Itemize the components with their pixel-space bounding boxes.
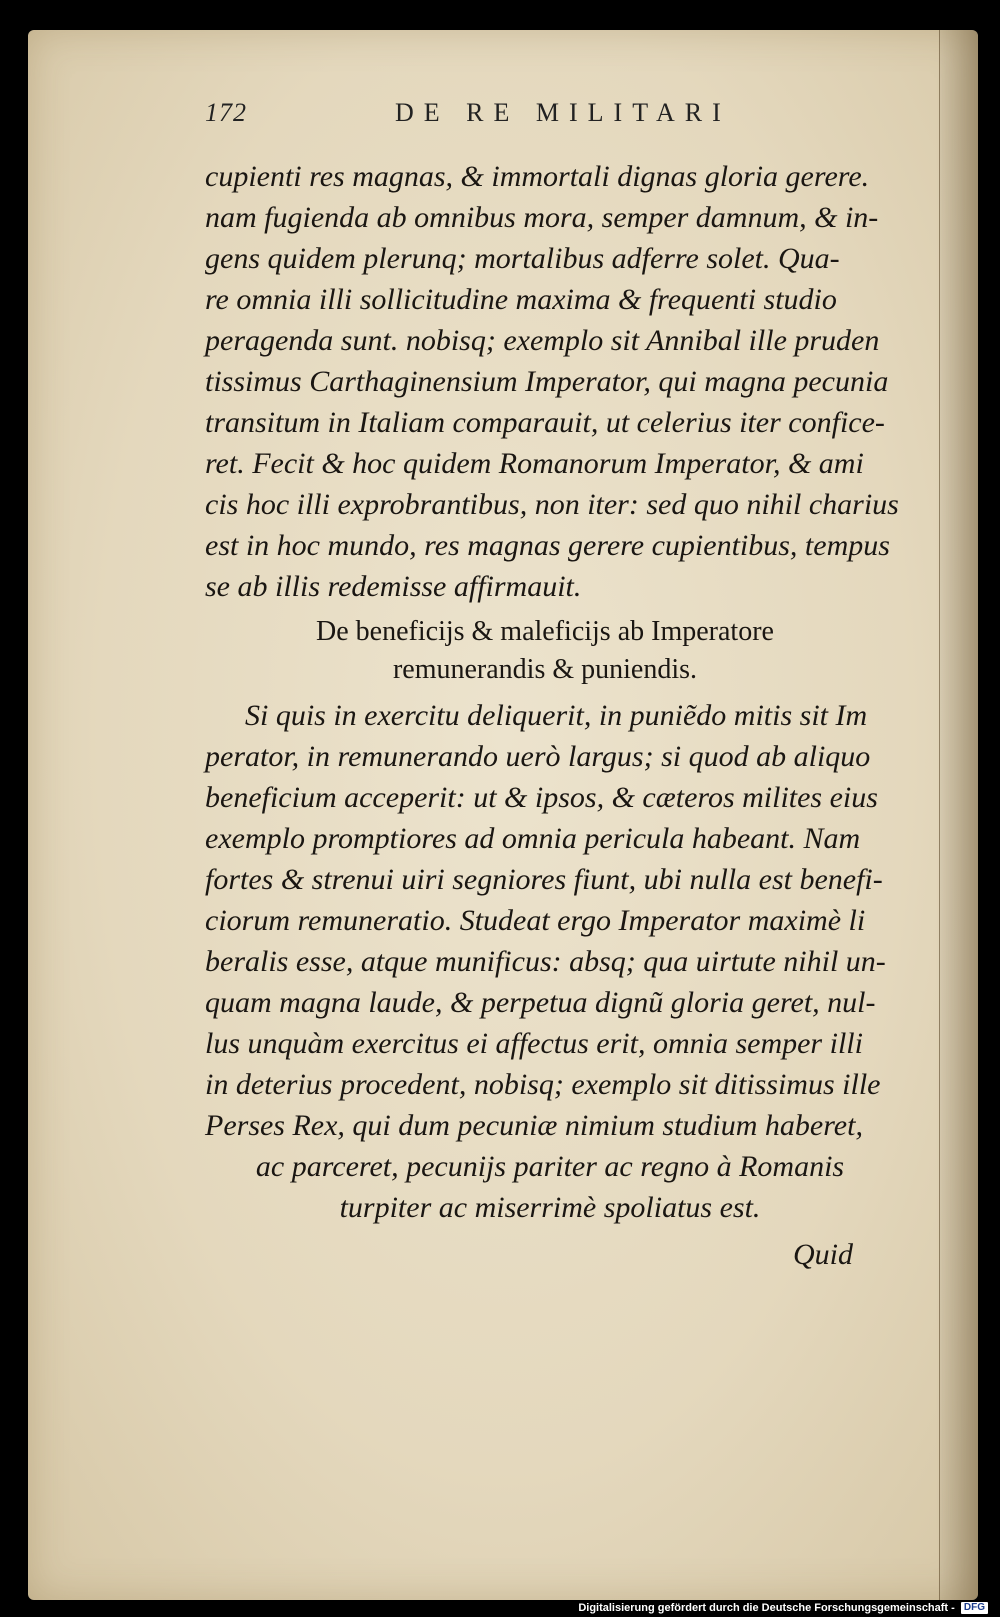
text-line: re omnia illi sollicitudine maxima & frequenti studio	[205, 283, 837, 316]
page-number: 172	[205, 98, 247, 127]
text-line: perator, in remunerando uerò largus; si quod ab aliquo	[205, 740, 871, 773]
text-line: turpiter ac miserrimè spoliatus est.	[339, 1191, 761, 1224]
text-line: peragenda sunt. nobisq; exemplo sit Annibal ille pruden	[205, 324, 880, 357]
page-body	[205, 156, 899, 1275]
text-line: gens quidem plerunq; mortalibus adferre solet. Qua-	[205, 242, 840, 275]
dfg-logo: DFG	[961, 1602, 988, 1614]
text-line: Perses Rex, qui dum pecuniæ nimium studium haberet,	[205, 1109, 863, 1142]
text-line: ac parceret, pecunijs pariter ac regno à Romanis	[255, 1150, 845, 1183]
text-line: fortes & strenui uiri segniores fiunt, ubi nulla est benefi-	[205, 863, 883, 896]
heading-line: De beneficijs & maleficijs ab Imperatore	[316, 616, 774, 647]
catchword: Quid	[793, 1238, 853, 1271]
footer-text: Digitalisierung gefördert durch die Deutsche Forschungsgemeinschaft -	[578, 1602, 955, 1614]
text-line: nam fugienda ab omnibus mora, semper damnum, & in-	[205, 201, 879, 234]
heading-line: remunerandis & puniendis.	[392, 654, 698, 685]
page-gutter	[939, 30, 978, 1600]
text-line: beneficium acceperit: ut & ipsos, & cæteros milites eius	[205, 781, 878, 814]
paragraph-2	[205, 695, 895, 1228]
text-line: est in hoc mundo, res magnas gerere cupientibus, tempus	[205, 529, 890, 562]
page-header	[205, 92, 790, 132]
text-line: beralis esse, atque munificus: absq; qua uirtute nihil un-	[205, 945, 886, 978]
text-line: se ab illis redemisse affirmauit.	[205, 570, 582, 603]
text-line: quam magna laude, & perpetua dignũ gloria geret, nul-	[205, 986, 876, 1019]
text-line: Si quis in exercitu deliquerit, in puniẽdo mitis sit Im	[245, 699, 868, 732]
text-line: cupienti res magnas, & immortali dignas gloria gerere.	[205, 160, 870, 193]
footer-credit	[578, 1601, 988, 1615]
text-line: tissimus Carthaginensium Imperator, qui magna pecunia	[205, 365, 889, 398]
text-line: ret. Fecit & hoc quidem Romanorum Imperator, & ami	[205, 447, 864, 480]
text-line: lus unquàm exercitus ei affectus erit, omnia semper illi	[205, 1027, 863, 1060]
running-title: DE RE MILITARI	[395, 98, 731, 127]
text-line: exemplo promptiores ad omnia pericula habeant. Nam	[205, 822, 861, 855]
text-line: in deterius procedent, nobisq; exemplo sit ditissimus ille	[205, 1068, 881, 1101]
text-line: transitum in Italiam comparauit, ut celerius iter confice-	[205, 406, 885, 439]
section-heading	[205, 613, 895, 689]
text-line: ciorum remuneratio. Studeat ergo Imperator maximè li	[205, 904, 866, 937]
paragraph-1	[205, 156, 899, 607]
text-line: cis hoc illi exprobrantibus, non iter: sed quo nihil charius	[205, 488, 899, 521]
